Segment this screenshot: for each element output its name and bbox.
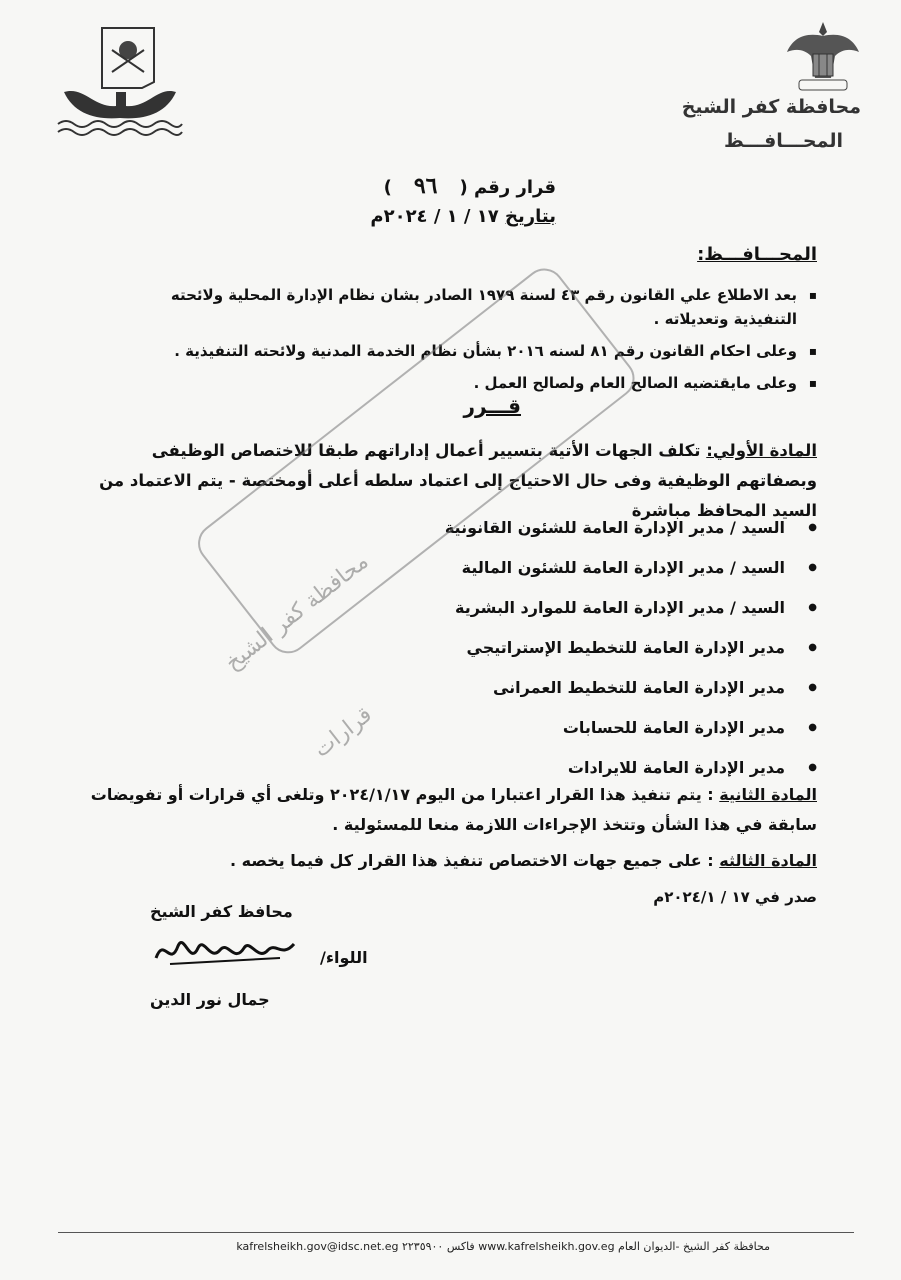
entity-item: ● السيد / مدير الإدارة العامة للموارد البشرية (317, 588, 817, 628)
handwritten-signature-icon (150, 928, 300, 972)
decree-number-label: قرار رقم ( (459, 177, 556, 198)
decree-number-value: ٩٦ (413, 173, 438, 199)
decree-date (370, 206, 556, 227)
article-2 (87, 780, 817, 840)
signatory-rank: اللواء/ (320, 948, 368, 967)
article-3-text: : على جميع جهات الاختصاص تنفيذ هذا القرار كل فيما يخصه . (229, 851, 714, 870)
footer-divider (58, 1232, 854, 1233)
article-1-text: تكلف الجهات الأتية بتسيير أعمال إداراتهم طبقا للاختصاص الوظيفى وبصفاتهم الوظيفية وفى حال الاحتياج إلى اعتماد سلطه أعلى أومختصة - يتم الاعتماد من السيد المحافظ مباشرة (99, 441, 817, 520)
entity-item: ● مدير الإدارة العامة للايرادات (317, 748, 817, 788)
recital-item: ▪ وعلى احكام القانون رقم ٨١ لسنه ٢٠١٦ بشأن نظام الخدمة المدنية ولائحته التنفيذية . (117, 339, 817, 363)
stamp-line-1: محافظة كفر الشيخ (220, 549, 374, 676)
stamp-line-2: قرارات (309, 702, 377, 763)
entity-item: ● مدير الإدارة العامة للتخطيط الإستراتيجي (317, 628, 817, 668)
signatory-title: محافظ كفر الشيخ (150, 902, 293, 921)
recital-item: ▪ وعلى مايقتضيه الصالح العام ولصالح العمل . (117, 371, 817, 395)
decree-date-label: بتاريخ (505, 206, 556, 227)
office-title: المحـــافـــظ (724, 130, 843, 152)
entity-item: ● مدير الإدارة العامة للحسابات (317, 708, 817, 748)
article-2-text: : يتم تنفيذ هذا القرار اعتبارا من اليوم ٢٠٢٤/١/١٧ وتلغى أي قرارات أو تفويضات سابقة في هذا الشأن وتتخذ الإجراءات اللازمة منعا للمسئولية . (90, 785, 817, 834)
article-1-label: المادة الأولي: (706, 441, 817, 460)
issued-date: صدر في ١٧ / ٢٠٢٤/١م (653, 888, 817, 906)
signatory-name: جمال نور الدين (150, 990, 270, 1009)
governorate-name: محافظة كفر الشيخ (681, 96, 861, 118)
decided-heading: قـــرر (463, 394, 521, 418)
kafr-elsheikh-logo-icon (54, 20, 184, 138)
decree-number-close: ) (383, 177, 392, 198)
preamble-heading: المحـــافـــظ: (697, 244, 817, 265)
article-3-label: المادة الثالثه (719, 851, 817, 870)
recital-item: ▪ بعد الاطلاع علي القانون رقم ٤٣ لسنة ١٩٧٩ الصادر بشان نظام الإدارة المحلية ولائحته التنفيذية وتعديلاته . (117, 283, 817, 331)
entity-item: ● مدير الإدارة العامة للتخطيط العمرانى (317, 668, 817, 708)
decree-date-value: ١٧ / ١ / ٢٠٢٤م (370, 206, 499, 227)
article-3 (87, 846, 817, 876)
egypt-eagle-emblem-icon (785, 18, 861, 102)
official-stamp (190, 540, 520, 770)
footer-contact: محافظة كفر الشيخ -الديوان العام www.kafrelsheikh.gov.eg فاكس ٢٢٣٥٩٠٠ kafrelsheikh.gov@idsc.net.eg (236, 1240, 770, 1253)
entity-item: ● السيد / مدير الإدارة العامة للشئون القانونية (317, 508, 817, 548)
article-2-label: المادة الثانية (719, 785, 817, 804)
decree-number (384, 173, 556, 199)
entity-item: ● السيد / مدير الإدارة العامة للشئون المالية (317, 548, 817, 588)
